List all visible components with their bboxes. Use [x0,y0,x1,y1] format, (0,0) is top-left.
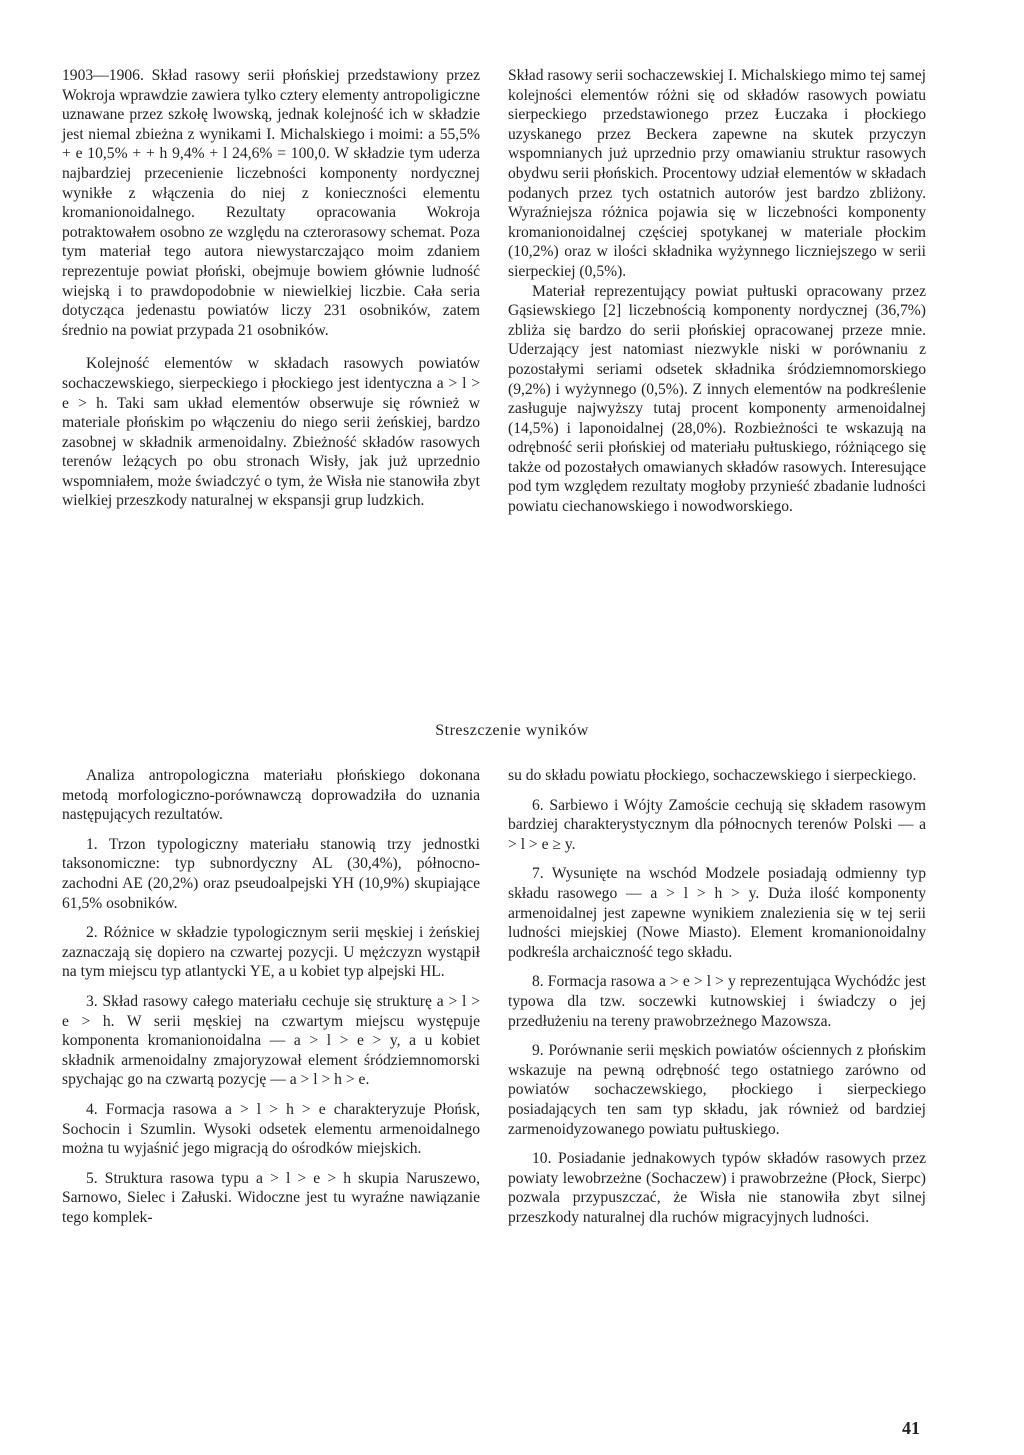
paragraph: 8. Formacja rasowa a > e > l > y reprezentująca Wychódźc jest typowa dla tzw. soczewki kutnowskiej i świadczy o jej przedłużeniu na tereny prawobrzeżnego Mazowsza. [508,973,926,1030]
paragraph: 6. Sarbiewo i Wójty Zamoście cechują się składem rasowym bardziej charakterystycznym dla północnych terenów Polski — a > l > e ≥ y. [508,796,926,853]
paragraph: Skład rasowy serii sochaczewskiej I. Michalskiego mimo tej samej kolejności elementów różni się od składów rasowych powiatu sierpeckiego przedstawionego przez Łuczaka i płockiego uzyskanego przez Beckera zapewne na skutek przyczyn wspomnianych już uprzednio przy omawianiu struktur rasowych obydwu serii płońskich. Procentowy udział elementów w składach podanych przez tych ostatnich autorów jest bardzo zbliżony. Wyraźniejsza różnica pojawia się w liczebności komponenty kromanionoidalnej częściej spotykanej w materiale płockim (10,2%) oraz w ilości składnika wyżynnego liczniejszego w serii sierpeckiej (0,5%). [508,67,926,280]
paragraph: 5. Struktura rasowa typu a > l > e > h skupia Naruszewo, Sarnowo, Sielec i Załuski. Widoczne jest tu wyraźne nawiązanie tego komplek- [62,1169,480,1226]
paragraph: su do składu powiatu płockiego, sochaczewskiego i sierpeckiego. [508,767,917,784]
paragraph: 7. Wysunięte na wschód Modzele posiadają odmienny typ składu rasowego — a > l > h > y. Duża ilość komponenty armenoidalnej jest zapewne wynikiem znalezienia się w tej serii ludności miejskiej (Nowe Miasto). Element kromanionoidalny podkreśla archaiczność tego składu. [508,865,926,961]
paragraph: 1. Trzon typologiczny materiału stanowią trzy jednostki taksonomiczne: typ subnordyczny AL (30,4%), północno-zachodni AE (20,2%) oraz pseudoalpejski YH (10,9%) skupiające 61,5% osobników. [62,835,480,912]
paragraph: 9. Porównanie serii męskich powiatów ościennych z płońskim wskazuje na pewną odrębność tego ostatniego zarówno od powiatów sochaczewskiego, płockiego i sierpeckiego posiadających ten sam typ składu, jak również od bardziej zarmenoidyzowanego powiatu pułtuskiego. [508,1042,926,1138]
page-number: 41 [902,1418,920,1438]
top-right-column [508,66,926,527]
paragraph: Analiza antropologiczna materiału płońskiego dokonana metodą morfologiczno-porównawczą doprowadziła do uznania następujących rezultatów. [62,767,480,824]
paragraph: 4. Formacja rasowa a > l > h > e charakteryzuje Płońsk, Sochocin i Szumlin. Wysoki odsetek elementu armenoidalnego można tu wyjaśnić jego migracją do ośrodków miejskich. [62,1100,480,1158]
bottom-left-column [62,766,480,1237]
paragraph: Materiał reprezentujący powiat pułtuski opracowany przez Gąsiewskiego [2] liczebnością komponenty nordycznej (36,7%) zbliża się bardzo do serii płońskiej opracowanej przeze mnie. Uderzający jest natomiast niezwykle niski w porównaniu z pozostałymi seriami odsetek składnika śródziemnomorskiego (9,2%) i wyżynnego (0,5%). Z innych elementów na podkreślenie zasługuje najwyższy tutaj procent komponenty armenoidalnej (14,5%) i laponoidalnej (28,0%). Rozbieżności te wskazują na odrębność serii płońskiej od materiału pułtuskiego, różniącego się także od pozostałych omawianych składów rasowych. Interesujące pod tym względem rezultaty mogłoby przynieść zbadanie ludności powiatu ciechanowskiego i nowodworskiego. [508,282,926,516]
paragraph: Kolejność elementów w składach rasowych powiatów sochaczewskiego, sierpeckiego i płockiego jest identyczna a > l > e > h. Taki sam układ elementów obserwuje się również w materiale płońskim po włączeniu do niego serii żeńskiej, bardzo zasobnej w składnik armenoidalny. Zbieżność składów rasowych terenów leżących po obu stronach Wisły, jak już uprzednio wspomniałem, może świadczyć o tym, że Wisła nie stanowiła zbyt wielkiej przeszkody naturalnej w ekspansji grup ludzkich. [62,355,480,510]
section-title: Streszczenie wyników [435,722,589,739]
paragraph: 1903—1906. Skład rasowy serii płońskiej przedstawiony przez Wokroja wprawdzie zawiera tylko cztery elementy antropoligiczne uznawane przez szkołę lwowską, jednak kolejność ich w składzie jest niemal zbieżna z wynikami I. Michalskiego i moimi: a 55,5% + e 10,5% + + h 9,4% + l 24,6% = 100,0. W składzie tym uderza najbardziej przecenienie liczebności komponenty nordycznej wynikłe z włączenia do niej z konieczności elementu kromanionoidalnego. Rezultaty opracowania Wokroja potraktowałem osobno ze względu na czterorasowy schemat. Poza tym materiał tego autora niewystarczająco moim zdaniem reprezentuje powiat płoński, obejmuje bowiem głównie ludność wiejską i to prawdopodobnie w niewielkiej liczbie. Cała seria dotycząca jedenastu powiatów liczy 231 osobników, zatem średnio na powiat przypada 21 osobników. [62,67,480,339]
paragraph: 10. Posiadanie jednakowych typów składów rasowych przez powiaty lewobrzeżne (Sochaczew) i prawobrzeżne (Płock, Sierpc) pozwala przypuszczać, że Wisła nie stanowiła zbyt silnej przeszkody naturalnej dla ruchów migracyjnych ludności. [508,1150,926,1226]
paragraph: 2. Różnice w składzie typologicznym serii męskiej i żeńskiej zaznaczają się dopiero na czwartej pozycji. U mężczyzn wystąpił na tym miejscu typ atlantycki YE, a u kobiet typ alpejski HL. [62,924,480,981]
paragraph: 3. Skład rasowy całego materiału cechuje się strukturę a > l > e > h. W serii męskiej na czwartym miejscu występuje komponenta kromanionoidalna — a > l > e > y, a u kobiet składnik armenoidalny zmajoryzował element śródziemnomorski spychając go na czwartą pozycję — a > l > h > e. [62,992,480,1089]
top-left-column [62,66,480,521]
bottom-right-column [508,766,926,1237]
